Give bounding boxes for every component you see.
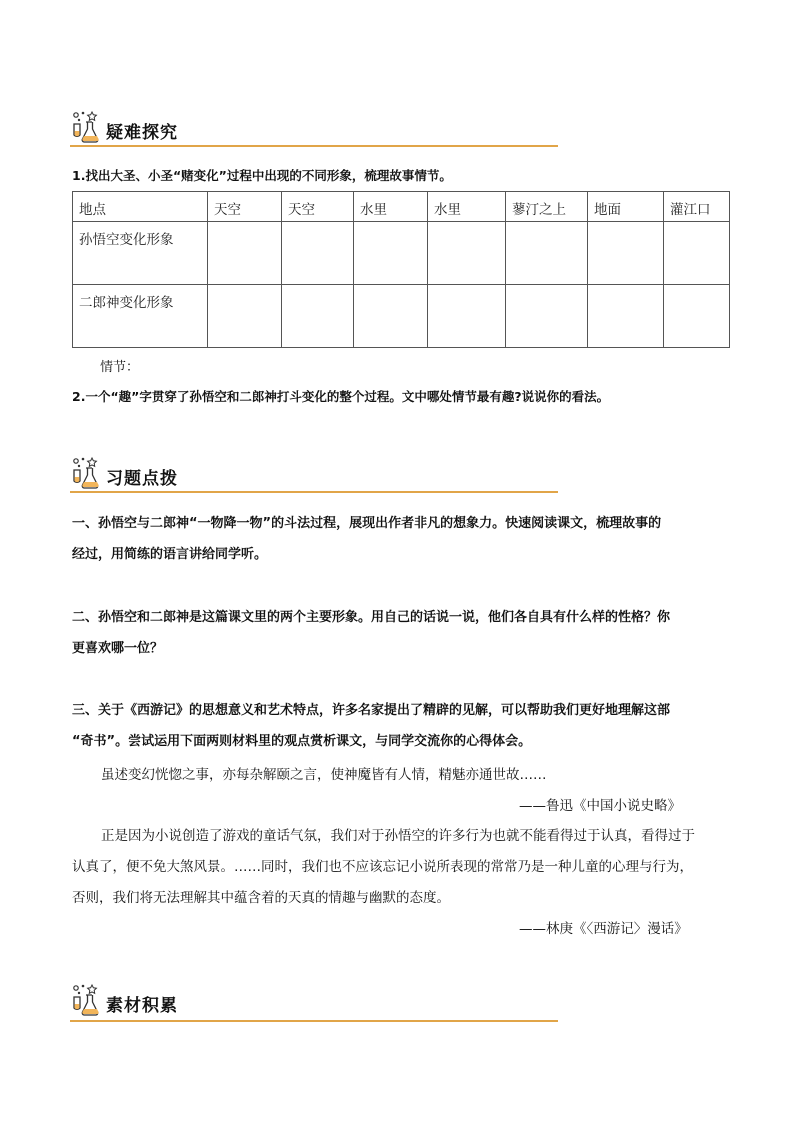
- flask-icon: [70, 110, 102, 144]
- blank-cell[interactable]: [428, 222, 506, 285]
- exercise-3-cont: “奇书”。尝试运用下面两则材料里的观点赏析课文，与同学交流你的心得体会。: [72, 734, 532, 749]
- quote-1-source: ——鲁迅《中国小说史略》: [519, 798, 681, 814]
- table-header-cell: 水里: [354, 192, 428, 222]
- quote-2: 正是因为小说创造了游戏的童话气氛，我们对于孙悟空的许多行为也就不能看得过于认真，看得过于: [101, 828, 695, 844]
- exercise-2: 二、孙悟空和二郎神是这篇课文里的两个主要形象。用自己的话说一说，他们各自具有什么样的性格？你: [72, 610, 671, 625]
- table-header-cell: 地点: [73, 192, 208, 222]
- blank-cell[interactable]: [588, 222, 664, 285]
- table-row: [73, 222, 730, 285]
- section-title: 疑难探究: [106, 123, 178, 143]
- blank-cell[interactable]: [506, 222, 588, 285]
- quote-1: 虽述变幻恍惚之事，亦每杂解颐之言，使神魔皆有人情，精魅亦通世故……: [101, 767, 547, 783]
- blank-cell[interactable]: [354, 222, 428, 285]
- exercise-1: 一、孙悟空与二郎神“一物降一物”的斗法过程，展现出作者非凡的想象力。快速阅读课文，梳理故事的: [72, 516, 662, 531]
- table-header-cell: 水里: [428, 192, 506, 222]
- blank-cell[interactable]: [588, 285, 664, 348]
- section-divider: [70, 145, 558, 147]
- blank-cell[interactable]: [506, 285, 588, 348]
- blank-cell[interactable]: [208, 285, 282, 348]
- section-divider: [70, 1020, 558, 1022]
- section-title: 素材积累: [106, 996, 178, 1016]
- table-header-cell: 天空: [282, 192, 354, 222]
- form-table: [72, 191, 730, 348]
- question-1: 1.找出大圣、小圣“赌变化”过程中出现的不同形象，梳理故事情节。: [72, 168, 452, 183]
- section-title: 习题点拨: [106, 469, 178, 489]
- blank-cell[interactable]: [664, 222, 730, 285]
- blank-cell[interactable]: [282, 222, 354, 285]
- table-header-cell: 地面: [588, 192, 664, 222]
- plot-label: 情节：: [100, 360, 140, 375]
- row-label: 孙悟空变化形象: [73, 222, 208, 285]
- blank-cell[interactable]: [208, 222, 282, 285]
- row-label: 二郎神变化形象: [73, 285, 208, 348]
- blank-cell[interactable]: [428, 285, 506, 348]
- blank-cell[interactable]: [354, 285, 428, 348]
- question-2: 2.一个“趣”字贯穿了孙悟空和二郎神打斗变化的整个过程。文中哪处情节最有趣?说说你的看法。: [72, 389, 610, 404]
- flask-icon: [70, 456, 102, 490]
- quote-2-source: ——林庚《〈西游记〉漫话》: [519, 921, 688, 937]
- exercise-2-cont: 更喜欢哪一位？: [72, 641, 164, 656]
- blank-cell[interactable]: [664, 285, 730, 348]
- table-header-cell: 灌江口: [664, 192, 730, 222]
- table-row: [73, 285, 730, 348]
- table-header-cell: 天空: [208, 192, 282, 222]
- quote-2-cont: 否则，我们将无法理解其中蕴含着的天真的情趣与幽默的态度。: [72, 890, 450, 906]
- blank-cell[interactable]: [282, 285, 354, 348]
- flask-icon: [70, 983, 102, 1017]
- quote-2-cont: 认真了，便不免大煞风景。……同时，我们也不应该忘记小说所表现的常常乃是一种儿童的心理与行为，: [72, 859, 693, 875]
- exercise-3: 三、关于《西游记》的思想意义和艺术特点，许多名家提出了精辟的见解，可以帮助我们更好地理解这部: [72, 703, 671, 718]
- exercise-1-cont: 经过，用简练的语言讲给同学听。: [72, 547, 268, 562]
- table-header-cell: 蓼汀之上: [506, 192, 588, 222]
- section-divider: [70, 491, 558, 493]
